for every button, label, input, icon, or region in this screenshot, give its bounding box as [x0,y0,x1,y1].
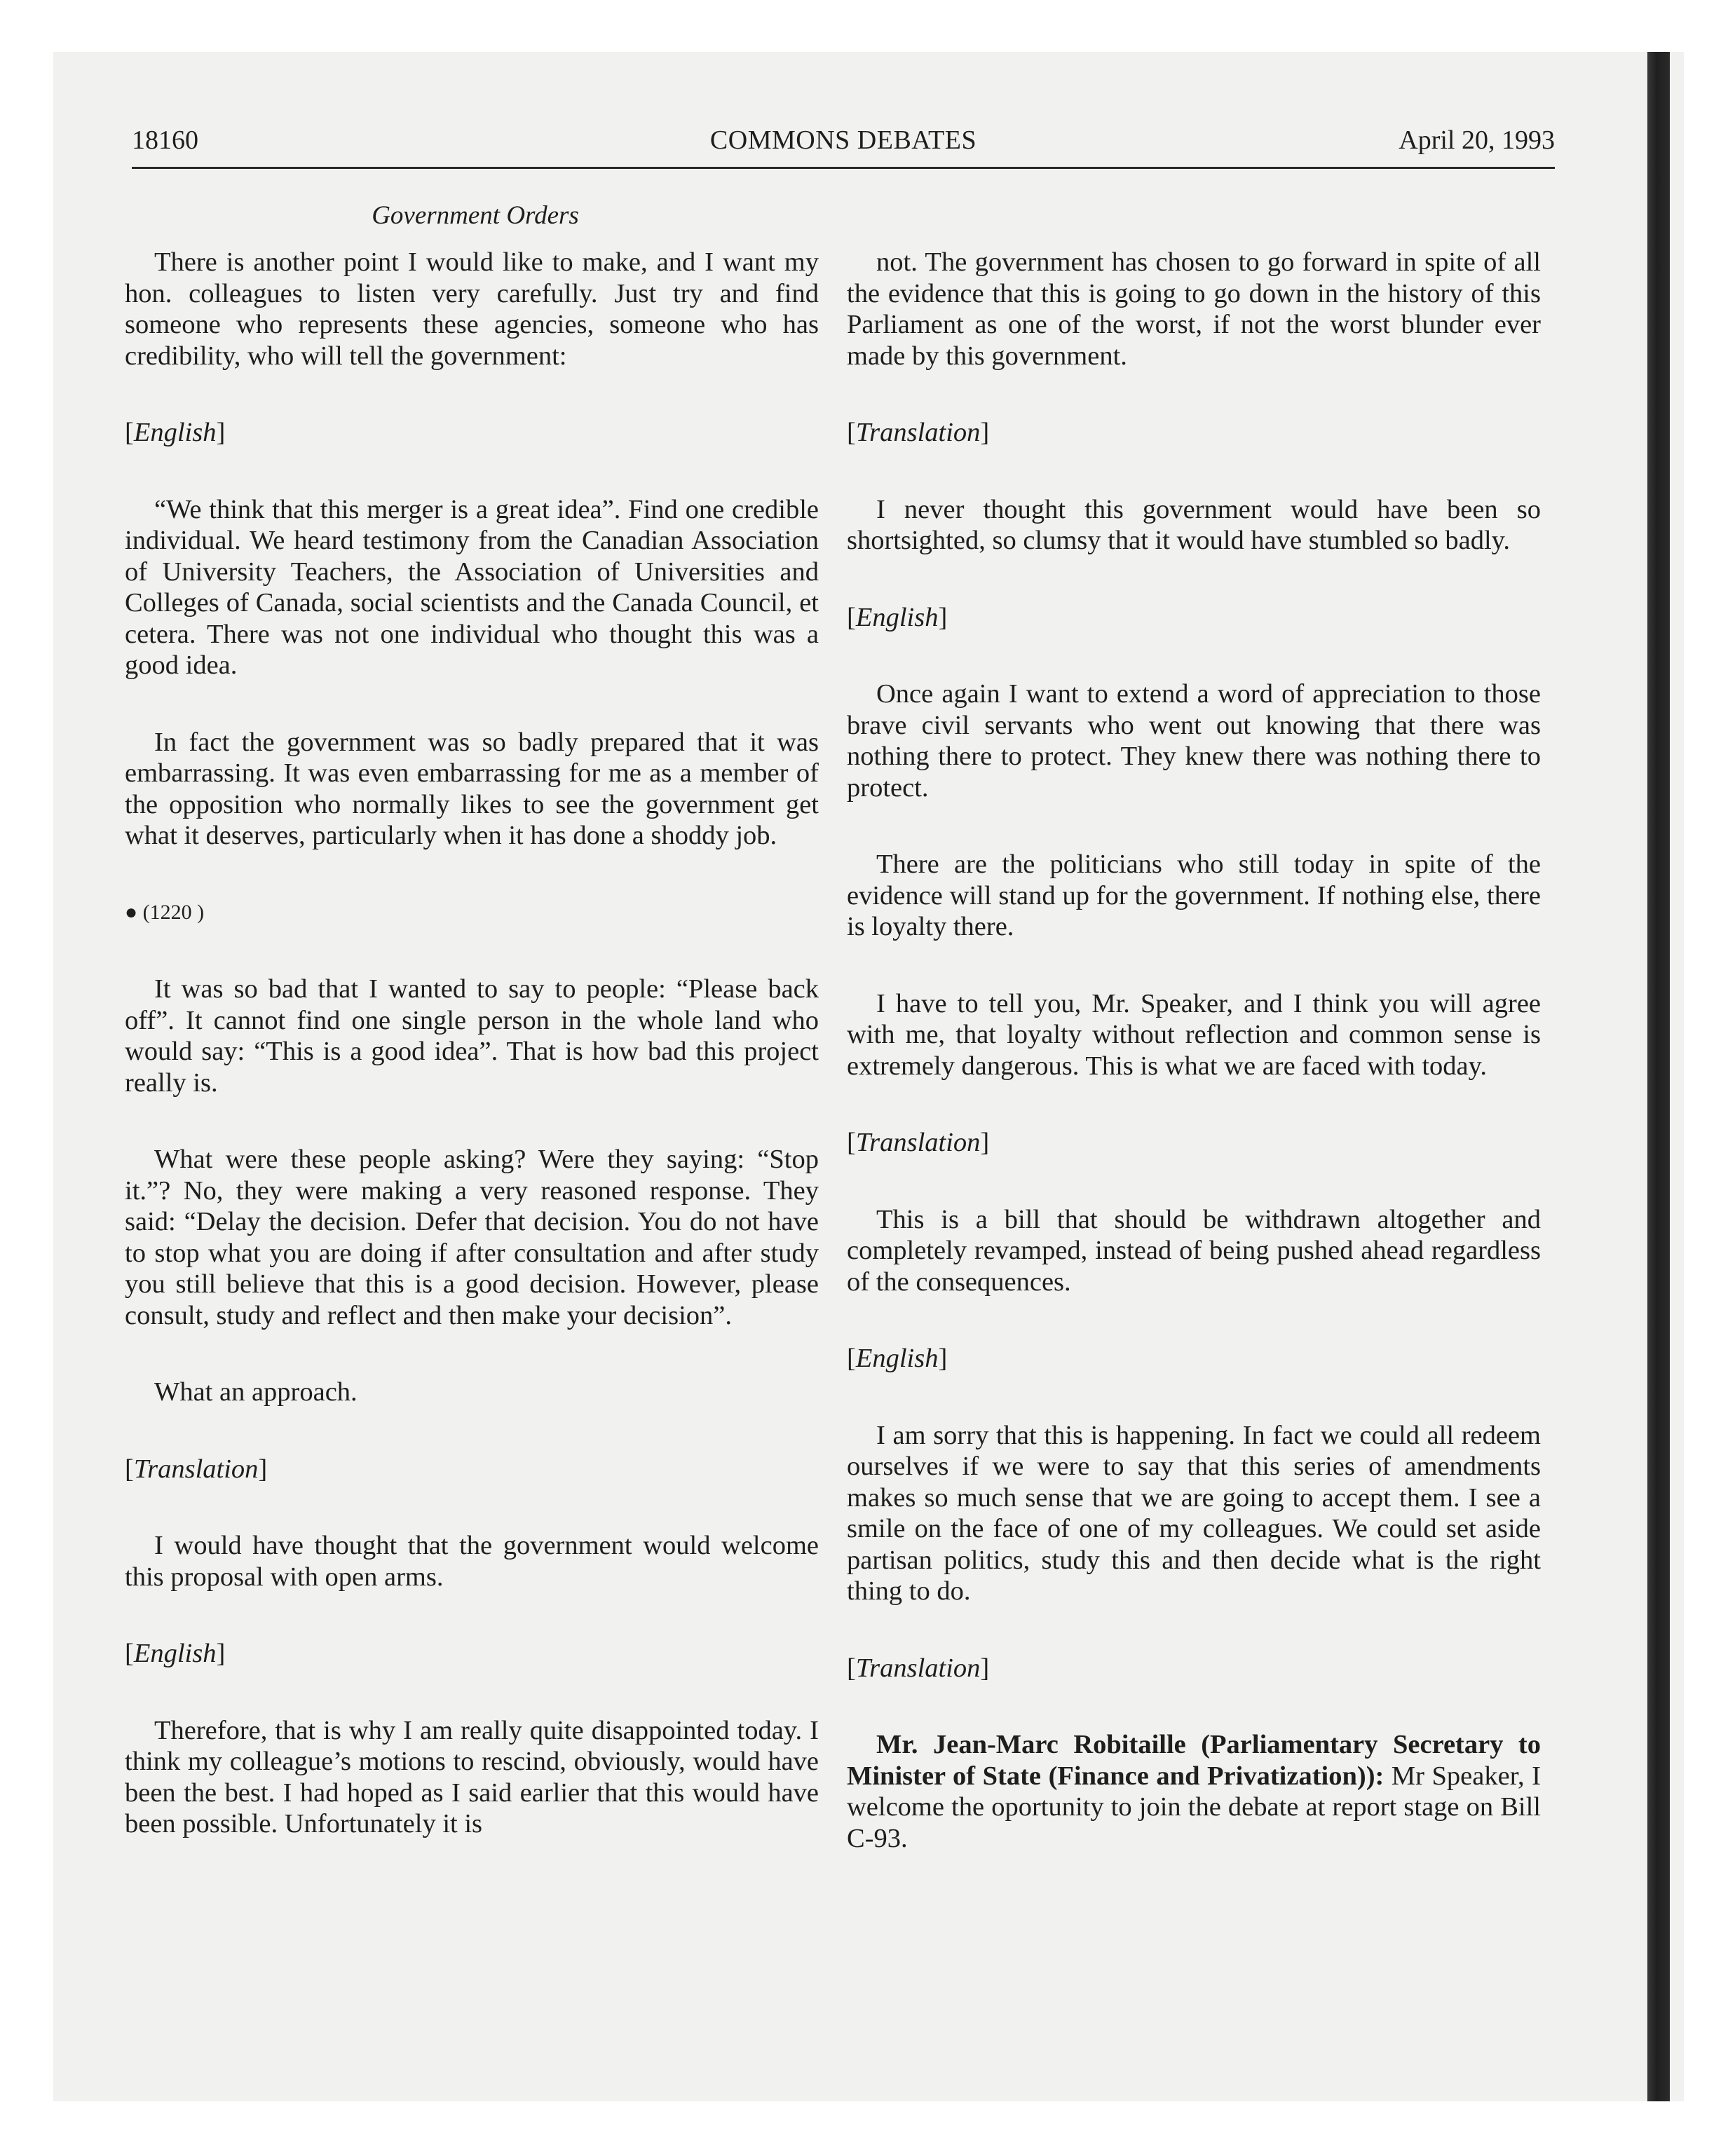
bracket-open: [ [847,418,856,447]
bracket-close: ] [216,1639,226,1668]
bracket-close: ] [980,1128,990,1157]
scan-edge-shadow [1647,52,1670,2101]
paragraph: Once again I want to extend a word of appreciation to those brave civil servants who went out knowing that there was nothing there to protect. They knew there was nothing there to protect. [847,679,1541,803]
language-tag [847,417,1541,449]
paragraph: I am sorry that this is happening. In fact we could all redeem ourselves if we were to say that this series of amendments makes so much sense that we are going to accept them. I see a smile on the face of one of my colleagues. We could set aside partisan politics, study this and then decide what is the right thing to do. [847,1420,1541,1606]
paragraph: I have to tell you, Mr. Speaker, and I think you will agree with me, that loyalty without reflection and common sense is extremely dangerous. This is what we are faced with today. [847,988,1541,1081]
bracket-open: [ [847,1653,856,1683]
language-tag-label: Translation [855,1653,981,1683]
time-marker [125,897,819,929]
speaker-name: Mr. Jean-Marc Robitaille (Parliamentary Secretary to Minister of State (Finance and Privatization)): [847,1730,1541,1791]
speech-text: Mr Speaker, I welcome the oportunity to join the debate at report stage on Bill C-93. [847,1761,1541,1853]
language-tag-label: Translation [855,418,981,447]
bracket-close: ] [980,418,990,447]
bracket-close: ] [980,1653,990,1683]
language-tag-label: Translation [133,1454,259,1484]
bracket-close: ] [258,1454,268,1484]
language-tag [847,1343,1541,1374]
section-title: Government Orders [372,201,579,230]
bracket-open: [ [847,602,856,632]
speech-paragraph [847,1729,1541,1854]
paragraph: What an approach. [154,1377,358,1407]
paragraph: In fact the government was so badly prepared that it was embarrassing. It was even embarrassing for me as a member of the opposition who normally likes to see the government get what it deserves, particularly when it has done a shoddy job. [125,727,819,850]
bracket-open: [ [847,1128,856,1157]
paragraph: It was so bad that I wanted to say to people: “Please back off”. It cannot find one single person in the whole land who would say: “This is a good idea”. That is how bad this project really is. [125,974,819,1098]
publication-date: April 20, 1993 [1399,125,1555,155]
bracket-open: [ [125,1454,134,1484]
bracket-close: ] [938,602,948,632]
right-column [847,247,1541,1854]
language-tag-label: English [855,602,939,632]
language-tag-label: English [133,418,217,447]
header-rule [132,167,1555,169]
paragraph: This is a bill that should be withdrawn altogether and completely revamped, instead of being pushed ahead regardless of the consequences. [847,1204,1541,1297]
paragraph: There is another point I would like to make, and I want my hon. colleagues to listen very carefully. Just try and find someone who represents these agencies, someone who has credibility, who will tell the government: [125,247,819,371]
paragraph: I never thought this government would have been so shortsighted, so clumsy that it would have stumbled so badly. [847,494,1541,555]
bullet-icon: ● [125,900,143,924]
paragraph: “We think that this merger is a great idea”. Find one credible individual. We heard testimony from the Canadian Association of University Teachers, the Association of Universities and Colleges of Canada, social scientists and the Canada Council, et cetera. There was not one individual who thought this was a good idea. [125,494,819,680]
language-tag-label: English [855,1344,939,1373]
bracket-open: [ [125,418,134,447]
paragraph: I would have thought that the government would welcome this proposal with open arms. [125,1531,819,1592]
page-header [132,125,1555,165]
time-marker-text: (1220 ) [142,900,205,924]
paragraph: There are the politicians who still today in spite of the evidence will stand up for the government. If nothing else, there is loyalty there. [847,850,1541,941]
language-tag [847,1653,1541,1684]
bracket-close: ] [938,1344,948,1373]
bracket-open: [ [125,1639,134,1668]
paragraph: not. The government has chosen to go forward in spite of all the evidence that this is going to go down in the history of this Parliament as one of the worst, if not the worst blunder ever made by this government. [847,247,1541,371]
language-tag [847,1127,1541,1159]
left-column [125,247,819,1885]
language-tag [125,417,819,449]
paragraph: What were these people asking? Were they saying: “Stop it.”? No, they were making a very reasoned response. They said: “Delay the decision. Defer that decision. You do not have to stop what you are doing if after consultation and after study you still believe that this is a good decision. However, please consult, study and reflect and then make your decision”. [125,1145,819,1330]
page-number: 18160 [132,125,198,155]
language-tag-label: English [133,1639,217,1668]
language-tag-label: Translation [855,1128,981,1157]
bracket-close: ] [216,418,226,447]
paragraph: Therefore, that is why I am really quite disappointed today. I think my colleague’s motions to rescind, obviously, would have been the best. I had hoped as I said earlier that this would have been possible. Unfortunately it is [125,1715,819,1838]
language-tag [125,1638,819,1670]
publication-title: COMMONS DEBATES [709,125,977,155]
language-tag [847,602,1541,634]
language-tag [125,1454,819,1485]
bracket-open: [ [847,1344,856,1373]
